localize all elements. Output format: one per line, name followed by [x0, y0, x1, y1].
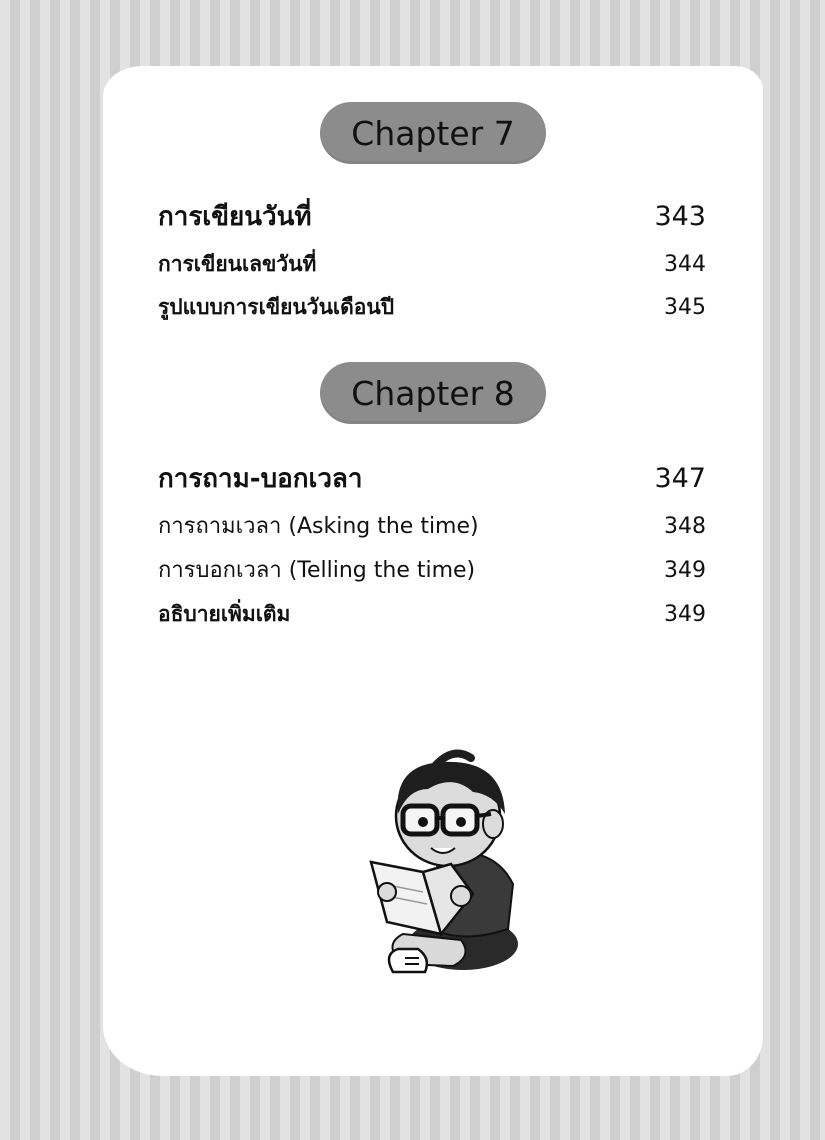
toc-entry-asking-the-time[interactable]	[158, 508, 706, 543]
toc-entry-title: การถาม-บอกเวลา	[158, 464, 363, 494]
content-card	[103, 66, 763, 1076]
boy-reading-book-illustration	[343, 744, 533, 984]
toc-entry-title: การเขียนวันที่	[158, 202, 312, 232]
toc-entry-page: 349	[664, 558, 706, 583]
toc-entry-telling-the-time[interactable]	[158, 552, 706, 587]
chapter-8-label: Chapter 8	[351, 373, 515, 413]
toc-entry-page: 343	[654, 201, 706, 232]
toc-entry-writing-date-numbers[interactable]	[158, 248, 706, 281]
toc-entry-title: อธิบายเพิ่มเติม	[158, 602, 291, 626]
chapter-7-heading	[320, 102, 546, 164]
toc-entry-page: 345	[664, 295, 706, 320]
toc-entry-date-formats[interactable]	[158, 291, 706, 324]
toc-entry-page: 347	[654, 463, 706, 494]
chapter-7-label: Chapter 7	[351, 113, 515, 153]
toc-entry-further-explanation[interactable]	[158, 598, 706, 631]
toc-entry-writing-dates[interactable]	[158, 196, 706, 237]
toc-entry-page: 348	[664, 514, 706, 539]
toc-entry-page: 344	[664, 252, 706, 277]
toc-entry-asking-telling-time[interactable]	[158, 458, 706, 499]
toc-entry-page: 349	[664, 602, 706, 627]
toc-entry-title: การเขียนเลขวันที่	[158, 252, 317, 276]
chapter-8-heading	[320, 362, 546, 424]
toc-entry-title: รูปแบบการเขียนวันเดือนปี	[158, 295, 395, 319]
toc-entry-title: การบอกเวลา (Telling the time)	[158, 558, 476, 583]
toc-entry-title: การถามเวลา (Asking the time)	[158, 514, 479, 539]
